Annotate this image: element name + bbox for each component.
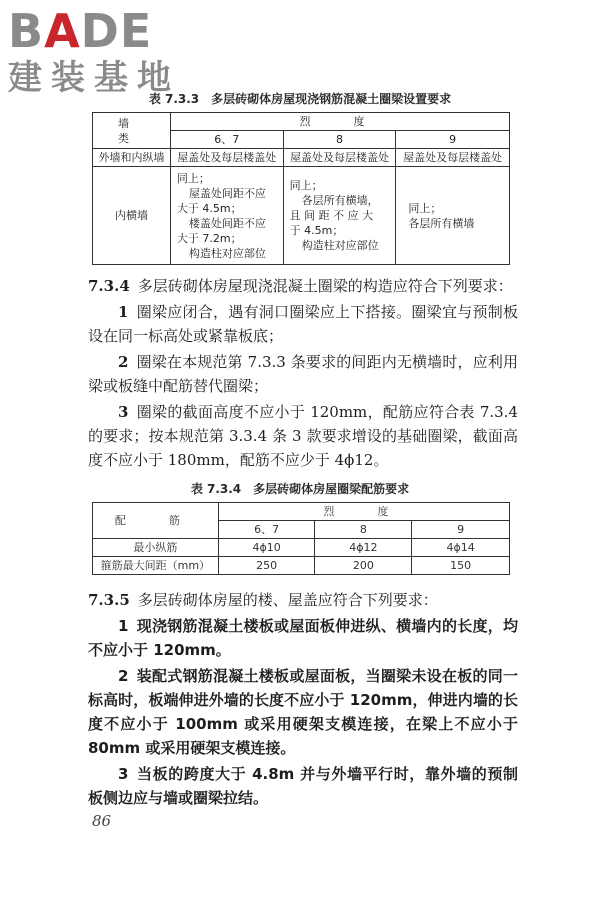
table2-cell: 250 [218,557,315,575]
table1-cell: 屋盖处及每层楼盖处 [170,149,283,167]
section-7-3-4-item-1: 1 圈梁应闭合，遇有洞口圈梁应上下搭接。圈梁宜与预制板设在同一标高处或紧靠板底； [88,303,518,345]
table1-row-label: 内横墙 [93,167,171,265]
table1-cell: 屋盖处及每层楼盖处 [396,149,510,167]
table1-cell: 同上； 各层所有横墙 [396,167,510,265]
section-7-3-5-heading: 7.3.5 多层砖砌体房屋的楼、屋盖应符合下列要求： [88,591,438,609]
section-7-3-5-item-2: 2 装配式钢筋混凝土楼板或屋面板，当圈梁未设在板的同一标高时，板端伸进外墙的长度不应小于 120mm，伸进内墙的长度不应小于 100mm 或采用硬架支模连接，在梁上不应小于 80mm 或采用硬架支模连接。 [88,667,518,757]
table2-corner-header: 配 筋 [93,503,219,539]
table1-cell: 同上； 屋盖处间距不应 大于 4.5m； 楼盖处间距不应 大于 7.2m； 构造柱对应部位 [170,167,283,265]
section-7-3-4-item-2: 2 圈梁在本规范第 7.3.3 条要求的间距内无横墙时，应利用梁或板缝中配筋替代圈梁； [88,353,518,395]
table-7-3-4-caption: 表 7.3.4 多层砖砌体房屋圈梁配筋要求 [190,482,410,496]
section-7-3-4-item-3: 3 圈梁的截面高度不应小于 120mm，配筋应符合表 7.3.4 的要求；按本规范第 3.3.4 条 3 款要求增设的基础圈梁，截面高度不应小于 180mm，配筋不应少于 4ϕ12。 [88,403,518,469]
table1-col-header: 8 [283,131,396,149]
table1-col-header: 9 [396,131,510,149]
table2-cell: 4ϕ12 [315,539,412,557]
table2-cell: 4ϕ14 [412,539,510,557]
table2-cell: 4ϕ10 [218,539,315,557]
table-7-3-3 [92,112,510,265]
table1-corner-header: 墙 类 [93,113,171,149]
table-7-3-4 [92,502,510,575]
logo-chinese-text: 建装基地 [8,58,180,98]
table2-row-label: 箍筋最大间距（mm） [93,557,219,575]
table1-row-label: 外墙和内纵墙 [93,149,171,167]
section-7-3-5-item-3: 3 当板的跨度大于 4.8m 并与外墙平行时，靠外墙的预制板侧边应与墙或圈梁拉结。 [88,765,518,807]
table2-cell: 150 [412,557,510,575]
section-7-3-4 [88,274,518,474]
table-7-3-3-caption: 表 7.3.3 多层砖砌体房屋现浇钢筋混凝土圈梁设置要求 [148,92,452,106]
table1-cell: 同上； 各层所有横墙， 且 间 距 不 应 大 于 4.5m； 构造柱对应部位 [283,167,396,265]
table1-group-header: 烈 度 [170,113,509,131]
logo [8,6,180,98]
page-number: 86 [92,812,112,830]
table2-row-label: 最小纵筋 [93,539,219,557]
table1-cell: 屋盖处及每层楼盖处 [283,149,396,167]
table2-col-header: 8 [315,521,412,539]
logo-wordmark: BADE [8,4,153,58]
table2-group-header: 烈 度 [218,503,509,521]
section-7-3-5 [88,588,518,812]
table2-col-header: 6、7 [218,521,315,539]
table2-col-header: 9 [412,521,510,539]
table1-col-header: 6、7 [170,131,283,149]
section-7-3-5-item-1: 1 现浇钢筋混凝土楼板或屋面板伸进纵、横墙内的长度，均不应小于 120mm。 [88,617,518,659]
table2-cell: 200 [315,557,412,575]
section-7-3-4-heading: 7.3.4 多层砖砌体房屋现浇混凝土圈梁的构造应符合下列要求： [88,277,513,295]
